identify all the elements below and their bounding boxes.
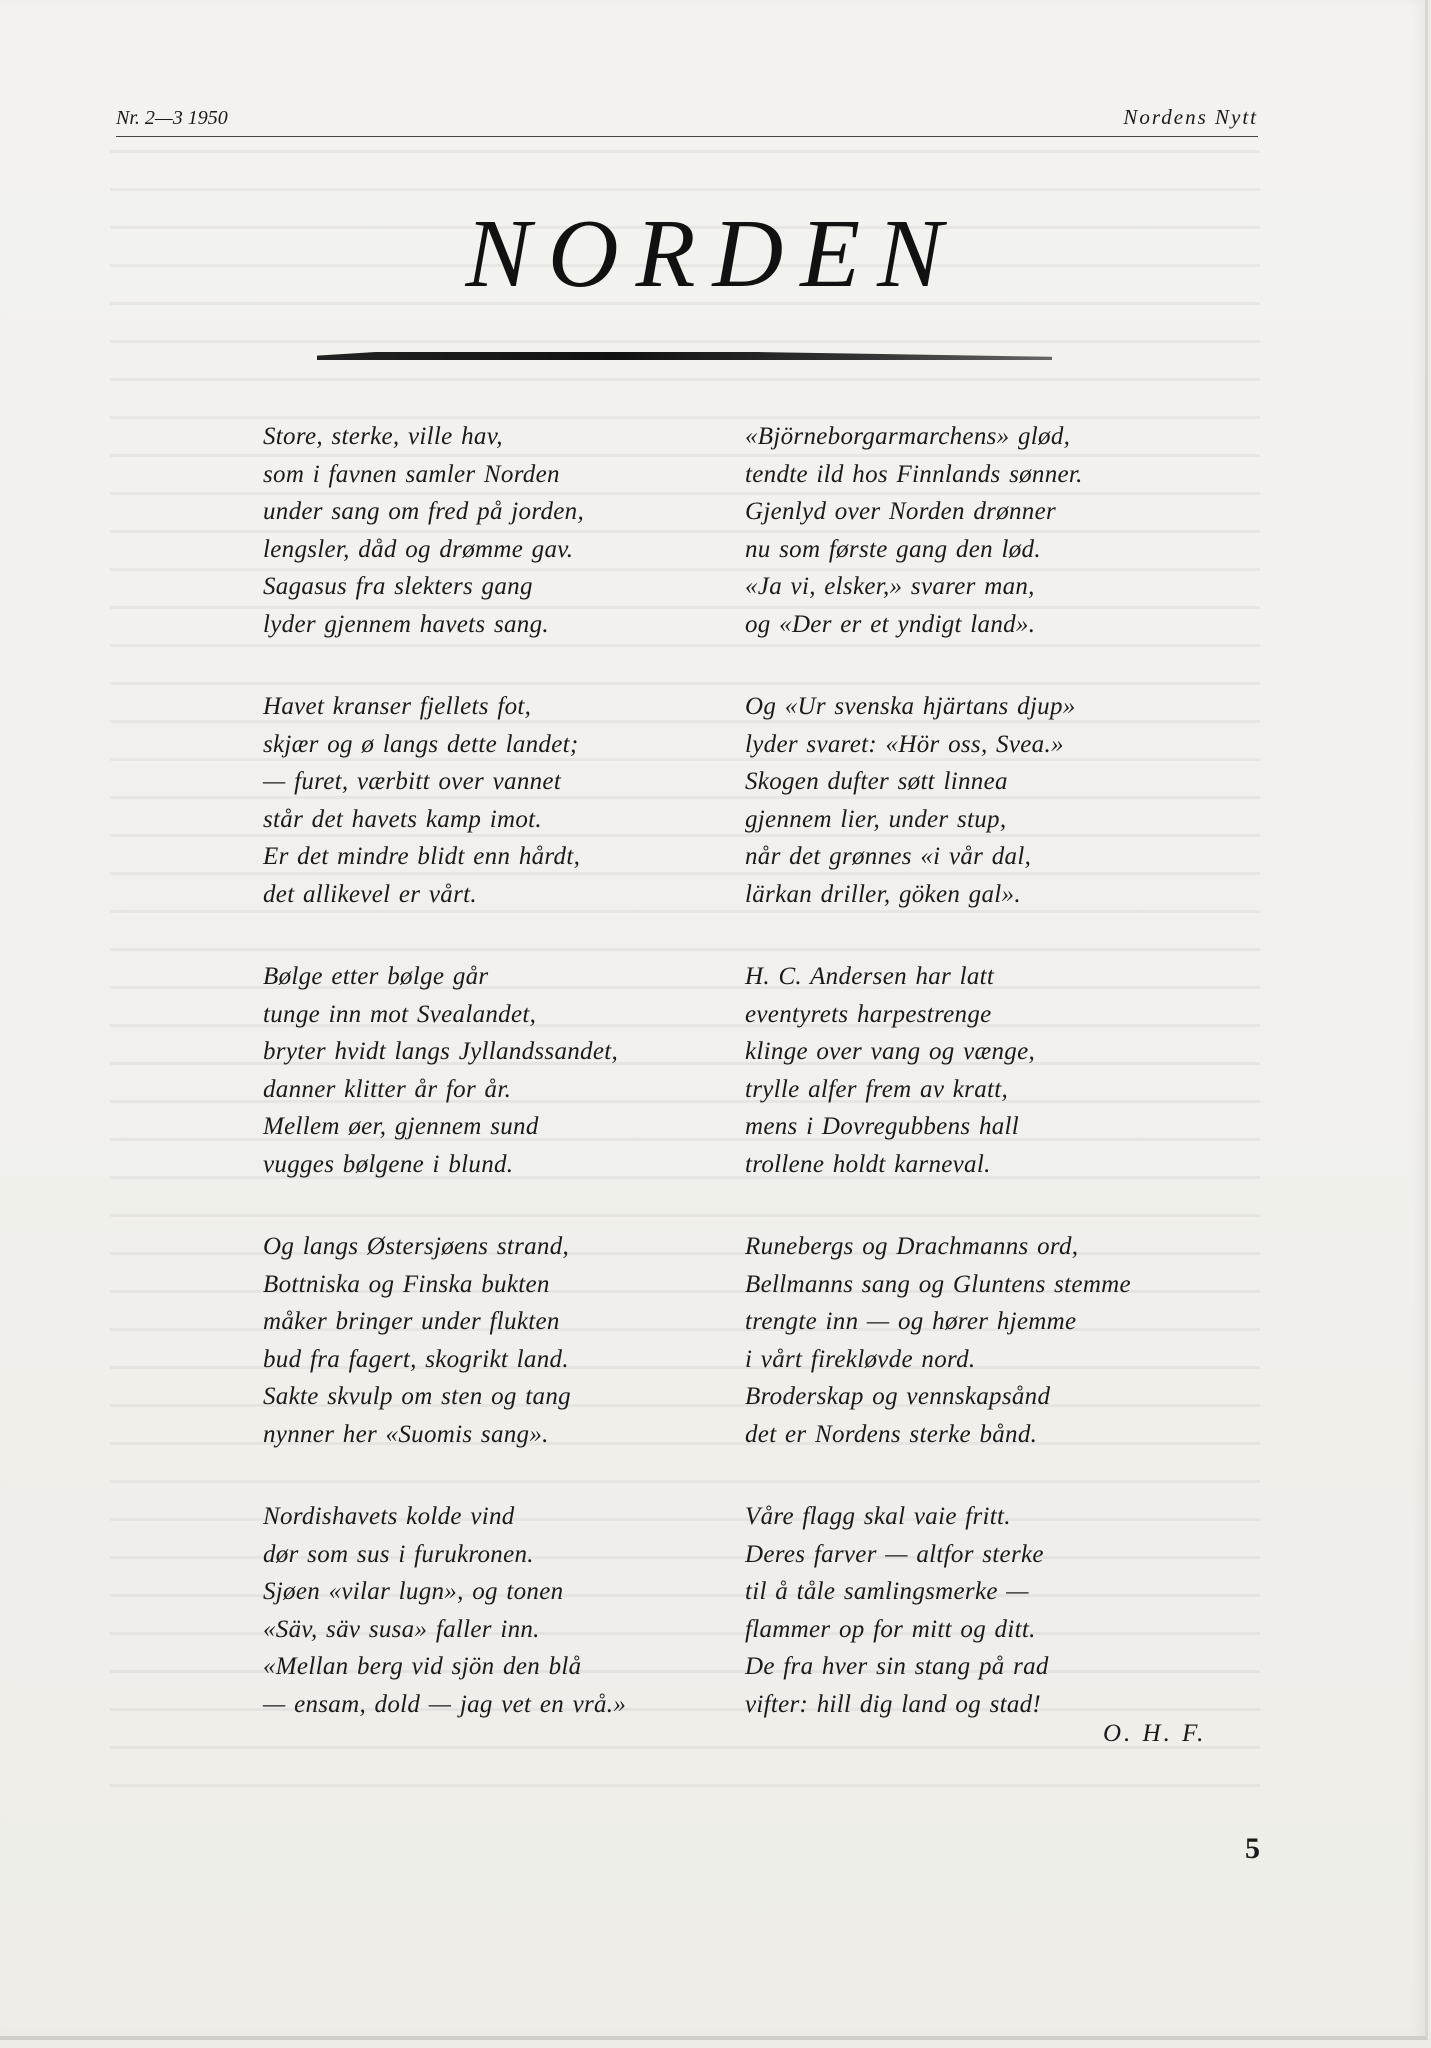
poem-line: Sakte skvulp om sten og tang [263, 1383, 571, 1410]
poem-line: står det havets kamp imot. [263, 805, 542, 833]
poem-line: Deres farver — altfor sterke [745, 1540, 1044, 1568]
poem-line: skjær og ø langs dette landet; [263, 730, 579, 758]
poem-line: Våre flagg skal vaie fritt. [745, 1503, 1011, 1530]
poem-line: Store, sterke, ville hav, [263, 423, 503, 450]
poem-line: det allikevel er vårt. [263, 880, 477, 908]
poem-line: Nordishavets kolde vind [263, 1503, 515, 1530]
stanza-right-2 [745, 688, 1245, 913]
poem-line: mens i Dovregubbens hall [745, 1113, 1020, 1140]
poem-line: Bølge etter bølge går [263, 963, 489, 990]
stanza-left-4 [263, 1228, 733, 1453]
poem-line: eventyrets harpestrenge [745, 1000, 992, 1028]
poem-line: Og «Ur svenska hjärtans djup» [745, 693, 1076, 720]
title-underline [317, 352, 1052, 360]
poem-line: Bellmanns sang og Gluntens stemme [745, 1270, 1131, 1298]
issue-number: Nr. 2—3 1950 [116, 107, 228, 129]
poem-line: De fra hver sin stang på rad [745, 1653, 1049, 1680]
poem-line: til å tåle samlingsmerke — [745, 1578, 1029, 1605]
poem-title: NORDEN [465, 200, 960, 308]
poem-line: lyder gjennem havets sang. [263, 610, 549, 638]
poem-line: måker bringer under flukten [263, 1308, 560, 1335]
poem-line: bud fra fagert, skogrikt land. [263, 1345, 569, 1373]
poem-line: flammer op for mitt og ditt. [745, 1615, 1036, 1643]
poem-line: nu som første gang den lød. [745, 535, 1041, 563]
stanza-right-3 [745, 958, 1245, 1183]
poem-line: Runebergs og Drachmanns ord, [745, 1233, 1079, 1260]
poem-line: gjennem lier, under stup, [745, 805, 1007, 833]
poem-line: og «Der er et yndigt land». [745, 610, 1036, 638]
poem-line: lärkan driller, göken gal». [745, 880, 1021, 908]
poem-line: Skogen dufter søtt linnea [745, 768, 1008, 795]
poem-line: tendte ild hos Finnlands sønner. [745, 460, 1083, 488]
author-signature: O. H. F. [1103, 1720, 1207, 1747]
stanza-left-2 [263, 688, 733, 913]
poem-line: trylle alfer frem av kratt, [745, 1075, 1009, 1103]
stanza-right-5 [745, 1498, 1245, 1723]
stanza-left-3 [263, 958, 733, 1183]
stanza-left-5 [263, 1498, 733, 1723]
poem-line: vifter: hill dig land og stad! [745, 1690, 1042, 1718]
poem-line: H. C. Andersen har latt [745, 963, 995, 990]
stanza-left-1 [263, 418, 733, 643]
poem-line: Bottniska og Finska bukten [263, 1270, 550, 1298]
poem-line: som i favnen samler Norden [263, 460, 560, 488]
poem-line: klinge over vang og vænge, [745, 1038, 1036, 1065]
running-header [116, 98, 1258, 137]
poem-line: Og langs Østersjøens strand, [263, 1233, 570, 1260]
poem-line: nynner her «Suomis sang». [263, 1420, 549, 1448]
stanza-right-4 [745, 1228, 1245, 1453]
poem-line: — furet, værbitt over vannet [263, 768, 562, 795]
poem-line: «Björneborgarmarchens» glød, [745, 423, 1071, 450]
poem-line: trollene holdt karneval. [745, 1150, 991, 1178]
poem-line: Mellem øer, gjennem sund [263, 1113, 539, 1140]
poem-line: lyder svaret: «Hör oss, Svea.» [745, 730, 1064, 758]
poem-line: — ensam, dold — jag vet en vrå.» [263, 1690, 627, 1718]
poem-line: «Mellan berg vid sjön den blå [263, 1653, 582, 1680]
poem-line: når det grønnes «i vår dal, [745, 843, 1032, 870]
poem-line: Gjenlyd over Norden drønner [745, 498, 1057, 525]
page-number: 5 [1245, 1832, 1260, 1865]
poem-line: «Ja vi, elsker,» svarer man, [745, 573, 1035, 600]
poem-line: Sjøen «vilar lugn», og tonen [263, 1578, 564, 1605]
poem-line: Havet kranser fjellets fot, [263, 693, 532, 720]
poem-line: dør som sus i furukronen. [263, 1540, 534, 1568]
poem-line: bryter hvidt langs Jyllandssandet, [263, 1038, 619, 1065]
stanza-right-1 [745, 418, 1245, 643]
poem-line: «Säv, säv susa» faller inn. [263, 1615, 540, 1643]
magazine-name: Nordens Nytt [1123, 105, 1258, 129]
poem-line: i vårt firekløvde nord. [745, 1345, 976, 1373]
poem-line: vugges bølgene i blund. [263, 1150, 514, 1178]
poem-line: lengsler, dåd og drømme gav. [263, 535, 574, 563]
poem-line: Broderskap og vennskapsånd [745, 1383, 1051, 1410]
poem-line: Sagasus fra slekters gang [263, 573, 533, 600]
poem-line: danner klitter år for år. [263, 1075, 512, 1103]
poem-line: Er det mindre blidt enn hårdt, [263, 843, 581, 870]
poem-line: trengte inn — og hører hjemme [745, 1308, 1077, 1335]
poem-line: det er Nordens sterke bånd. [745, 1420, 1038, 1448]
poem-line: under sang om fred på jorden, [263, 498, 584, 525]
poem-line: tunge inn mot Svealandet, [263, 1000, 537, 1028]
